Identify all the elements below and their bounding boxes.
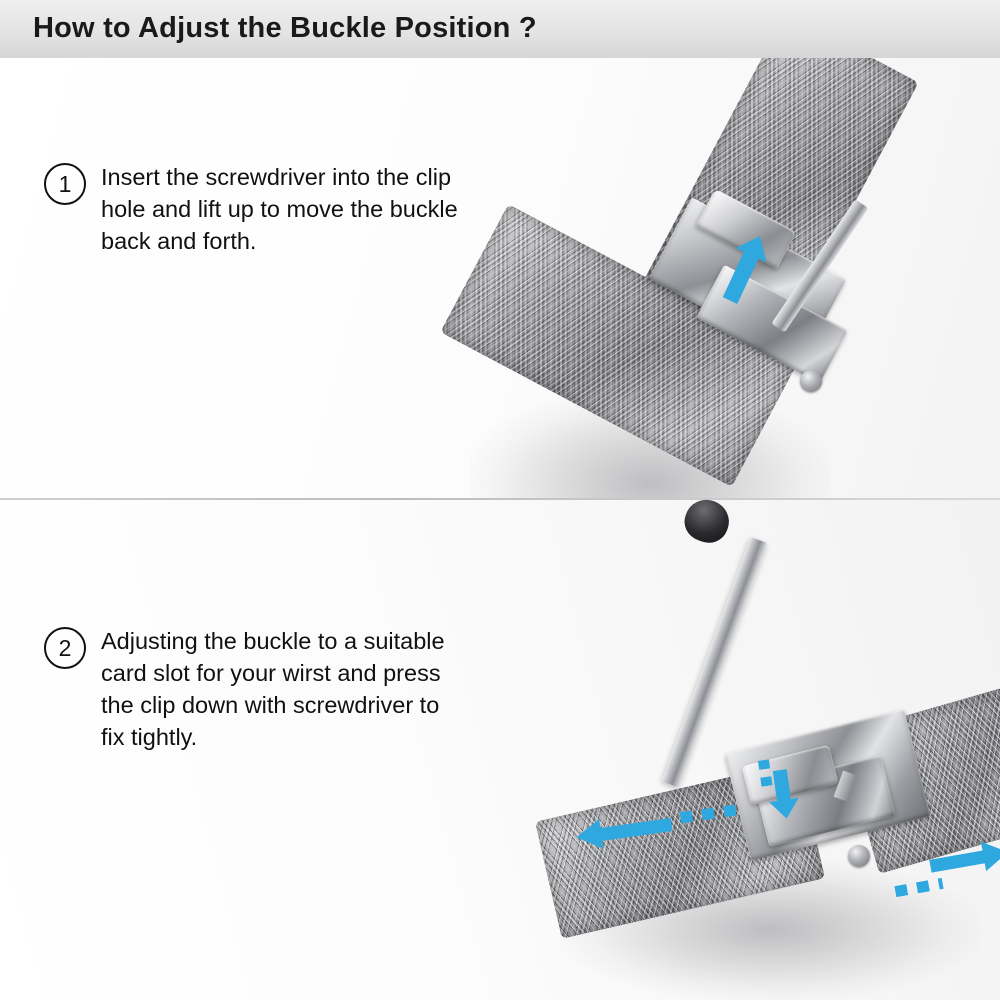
step-two-line-4: fix tightly.: [101, 724, 198, 750]
step-two-number: 2: [44, 627, 86, 669]
step-two-line-2: card slot for your wirst and press: [101, 660, 441, 686]
buckle-pivot-screw-icon-two: [848, 845, 870, 867]
step-two-line-3: the clip down with screwdriver to: [101, 692, 440, 718]
step-one-text: [101, 161, 458, 257]
step-one-line-2: hole and lift up to move the buckle: [101, 196, 458, 222]
header-bar: [0, 0, 1000, 59]
instruction-panel-one: [0, 58, 1000, 498]
page-title: How to Adjust the Buckle Position ?: [33, 12, 537, 44]
step-one-line-3: back and forth.: [101, 228, 257, 254]
buckle-pivot-screw-icon: [800, 370, 822, 392]
step-two-text: [101, 625, 445, 753]
step-one: [44, 161, 458, 257]
step-one-line-1: Insert the screwdriver into the clip: [101, 164, 452, 190]
step-one-number: 1: [44, 163, 86, 205]
step-two-line-1: Adjusting the buckle to a suitable: [101, 628, 445, 654]
step-two: [44, 625, 445, 753]
